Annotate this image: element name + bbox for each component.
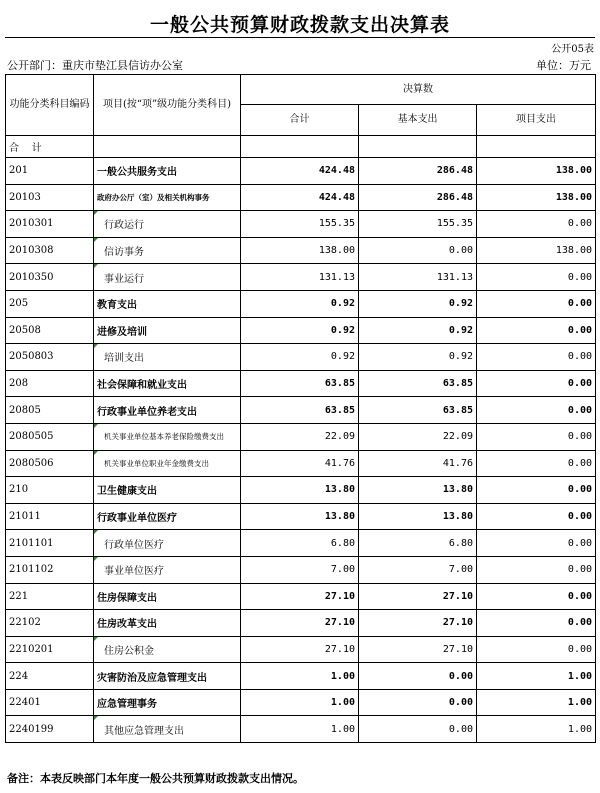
table-row <box>6 636 596 663</box>
row-name: 行政事业单位医疗 <box>94 503 241 530</box>
table-row <box>6 583 596 610</box>
department-label: 公开部门：重庆市垫江县信访办公室 <box>7 59 183 72</box>
row-name: 应急管理事务 <box>94 689 241 716</box>
row-name: 机关事业单位职业年金缴费支出 <box>94 450 241 477</box>
row-basic: 63.85 <box>359 397 477 424</box>
header-code: 功能分类科目编码 <box>6 75 94 136</box>
row-basic: 0.92 <box>359 290 477 317</box>
row-total: 1.00 <box>241 663 359 690</box>
table-row <box>6 450 596 477</box>
row-project: 0.00 <box>477 423 596 450</box>
row-name: 住房保障支出 <box>94 583 241 610</box>
table-row <box>6 397 596 424</box>
title-underline <box>5 37 595 38</box>
table-row <box>6 530 596 557</box>
row-total: 13.80 <box>241 503 359 530</box>
row-name: 行政事业单位养老支出 <box>94 397 241 424</box>
row-total: 27.10 <box>241 583 359 610</box>
row-code: 2210201 <box>6 636 94 663</box>
row-basic: 131.13 <box>359 264 477 291</box>
table-row <box>6 317 596 344</box>
table-row <box>6 556 596 583</box>
table-row <box>6 290 596 317</box>
row-basic: 27.10 <box>359 583 477 610</box>
table-row <box>6 211 596 238</box>
row-name: 事业运行 <box>94 264 241 291</box>
row-name: 住房公积金 <box>94 636 241 663</box>
row-basic: 6.80 <box>359 530 477 557</box>
header-row-1 <box>6 75 596 105</box>
row-total: 0.92 <box>241 317 359 344</box>
table-row <box>6 503 596 530</box>
row-project: 0.00 <box>477 530 596 557</box>
row-total: 41.76 <box>241 450 359 477</box>
row-name: 卫生健康支出 <box>94 477 241 504</box>
row-basic: 13.80 <box>359 477 477 504</box>
total-label: 合 计 <box>6 136 94 158</box>
row-name: 灾害防治及应急管理支出 <box>94 663 241 690</box>
row-code: 2080505 <box>6 423 94 450</box>
row-basic: 41.76 <box>359 450 477 477</box>
cell-marker-icon <box>94 344 98 348</box>
row-project: 138.00 <box>477 158 596 185</box>
page-title: 一般公共预算财政拨款支出决算表 <box>149 14 450 36</box>
row-project: 0.00 <box>477 556 596 583</box>
row-project: 0.00 <box>477 397 596 424</box>
header-final: 决算数 <box>241 75 596 105</box>
table-row <box>6 158 596 185</box>
cell-marker-icon <box>94 238 98 242</box>
row-total: 131.13 <box>241 264 359 291</box>
row-name: 行政运行 <box>94 211 241 238</box>
row-total: 63.85 <box>241 397 359 424</box>
row-basic: 22.09 <box>359 423 477 450</box>
cell-marker-icon <box>94 530 98 534</box>
row-project: 138.00 <box>477 184 596 211</box>
row-total: 27.10 <box>241 610 359 637</box>
row-project: 0.00 <box>477 264 596 291</box>
table-row <box>6 477 596 504</box>
row-total: 7.00 <box>241 556 359 583</box>
row-name: 住房改革支出 <box>94 610 241 637</box>
row-name: 教育支出 <box>94 290 241 317</box>
total-sum <box>241 136 359 158</box>
row-project: 138.00 <box>477 237 596 264</box>
row-code: 20805 <box>6 397 94 424</box>
table-row <box>6 370 596 397</box>
row-name: 事业单位医疗 <box>94 556 241 583</box>
row-total: 0.92 <box>241 344 359 371</box>
row-code: 2101102 <box>6 556 94 583</box>
row-code: 2010301 <box>6 211 94 238</box>
total-row <box>6 136 596 158</box>
row-code: 2050803 <box>6 344 94 371</box>
row-code: 208 <box>6 370 94 397</box>
table-row <box>6 423 596 450</box>
row-total: 13.80 <box>241 477 359 504</box>
row-total: 0.92 <box>241 290 359 317</box>
meta-bar <box>5 55 595 73</box>
table-row <box>6 237 596 264</box>
row-project: 0.00 <box>477 583 596 610</box>
row-total: 63.85 <box>241 370 359 397</box>
table-row <box>6 663 596 690</box>
row-name: 进修及培训 <box>94 317 241 344</box>
row-code: 20508 <box>6 317 94 344</box>
row-name: 信访事务 <box>94 237 241 264</box>
table-row <box>6 264 596 291</box>
row-project: 0.00 <box>477 610 596 637</box>
row-total: 1.00 <box>241 689 359 716</box>
cell-marker-icon <box>94 264 98 268</box>
row-basic: 0.00 <box>359 663 477 690</box>
row-code: 20103 <box>6 184 94 211</box>
cell-marker-icon <box>94 451 98 455</box>
form-number: 公开05表 <box>551 44 594 55</box>
row-basic: 0.92 <box>359 317 477 344</box>
row-total: 27.10 <box>241 636 359 663</box>
row-basic: 0.00 <box>359 689 477 716</box>
row-code: 2010308 <box>6 237 94 264</box>
row-name: 其他应急管理支出 <box>94 716 241 743</box>
row-basic: 63.85 <box>359 370 477 397</box>
row-basic: 27.10 <box>359 610 477 637</box>
row-basic: 7.00 <box>359 556 477 583</box>
row-code: 2010350 <box>6 264 94 291</box>
row-code: 21011 <box>6 503 94 530</box>
row-code: 2080506 <box>6 450 94 477</box>
row-name: 一般公共服务支出 <box>94 158 241 185</box>
row-project: 1.00 <box>477 716 596 743</box>
row-basic: 155.35 <box>359 211 477 238</box>
total-basic <box>359 136 477 158</box>
row-basic: 27.10 <box>359 636 477 663</box>
row-basic: 286.48 <box>359 184 477 211</box>
row-basic: 0.92 <box>359 344 477 371</box>
row-total: 22.09 <box>241 423 359 450</box>
table-row <box>6 610 596 637</box>
row-name: 培训支出 <box>94 344 241 371</box>
row-project: 0.00 <box>477 450 596 477</box>
header-total: 合计 <box>241 105 359 136</box>
row-code: 22102 <box>6 610 94 637</box>
row-code: 205 <box>6 290 94 317</box>
row-total: 155.35 <box>241 211 359 238</box>
row-total: 6.80 <box>241 530 359 557</box>
row-project: 0.00 <box>477 636 596 663</box>
row-code: 22401 <box>6 689 94 716</box>
row-name: 行政单位医疗 <box>94 530 241 557</box>
row-name: 政府办公厅（室）及相关机构事务 <box>94 184 241 211</box>
row-total: 424.48 <box>241 158 359 185</box>
row-total: 138.00 <box>241 237 359 264</box>
table-row <box>6 716 596 743</box>
row-project: 1.00 <box>477 689 596 716</box>
row-project: 0.00 <box>477 344 596 371</box>
row-name: 社会保障和就业支出 <box>94 370 241 397</box>
row-project: 0.00 <box>477 317 596 344</box>
cell-marker-icon <box>94 557 98 561</box>
cell-marker-icon <box>94 424 98 428</box>
row-basic: 0.00 <box>359 237 477 264</box>
unit-label: 单位：万元 <box>536 59 591 72</box>
table-row <box>6 689 596 716</box>
total-project <box>477 136 596 158</box>
table-row <box>6 344 596 371</box>
total-item <box>94 136 241 158</box>
row-basic: 286.48 <box>359 158 477 185</box>
row-total: 424.48 <box>241 184 359 211</box>
row-project: 0.00 <box>477 477 596 504</box>
row-project: 0.00 <box>477 370 596 397</box>
table-row <box>6 184 596 211</box>
row-project: 0.00 <box>477 211 596 238</box>
row-name: 机关事业单位基本养老保险缴费支出 <box>94 423 241 450</box>
row-project: 0.00 <box>477 290 596 317</box>
row-code: 2101101 <box>6 530 94 557</box>
row-code: 224 <box>6 663 94 690</box>
header-basic: 基本支出 <box>359 105 477 136</box>
row-basic: 0.00 <box>359 716 477 743</box>
row-code: 2240199 <box>6 716 94 743</box>
footnote: 备注：本表反映部门本年度一般公共预算财政拨款支出情况。 <box>7 772 304 785</box>
cell-marker-icon <box>94 637 98 641</box>
row-code: 201 <box>6 158 94 185</box>
row-code: 221 <box>6 583 94 610</box>
header-item: 项目(按“项”级功能分类科目) <box>94 75 241 136</box>
row-code: 210 <box>6 477 94 504</box>
expenditure-table <box>5 74 596 743</box>
row-basic: 13.80 <box>359 503 477 530</box>
row-total: 1.00 <box>241 716 359 743</box>
cell-marker-icon <box>94 716 98 720</box>
header-project: 项目支出 <box>477 105 596 136</box>
cell-marker-icon <box>94 211 98 215</box>
row-project: 1.00 <box>477 663 596 690</box>
row-project: 0.00 <box>477 503 596 530</box>
